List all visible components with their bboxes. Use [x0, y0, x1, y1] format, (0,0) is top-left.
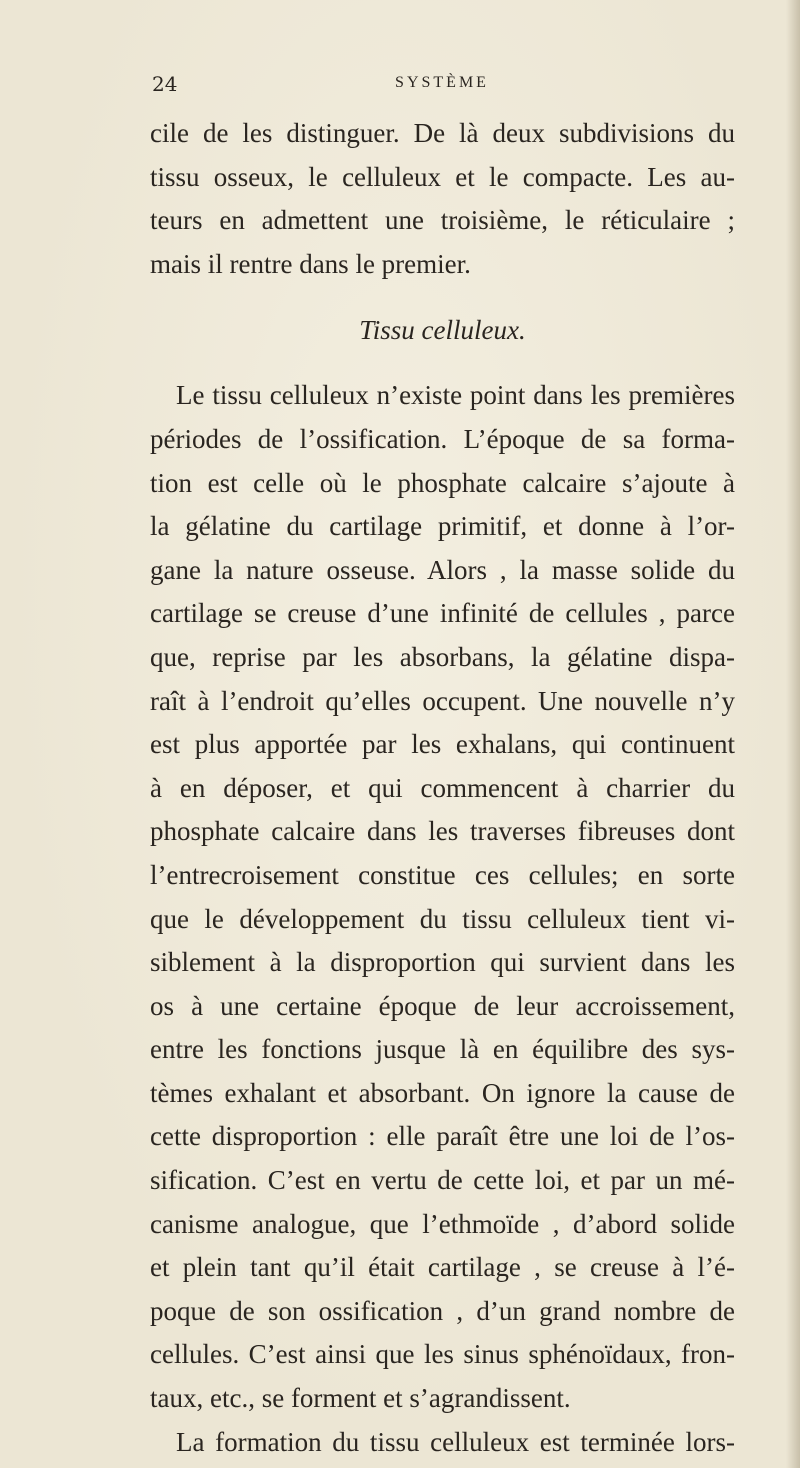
text-line: que, reprise par les absorbans, la gélatine dispa-: [150, 641, 735, 672]
text-line: tèmes exhalant et absorbant. On ignore la cause de: [150, 1077, 735, 1108]
text-line: cette disproportion : elle paraît être une loi de l’os-: [150, 1121, 735, 1152]
text-line: Le tissu celluleux n’existe point dans les premières: [176, 380, 735, 411]
text-line: os à une certaine époque de leur accroissement,: [150, 990, 735, 1021]
running-head: SYSTÈME: [395, 74, 489, 91]
paragraph-3: [150, 1421, 735, 1465]
text-line: poque de son ossification , d’un grand nombre de: [150, 1295, 735, 1326]
text-line: taux, etc., se forment et s’agrandissent.: [150, 1383, 571, 1414]
text-line: raît à l’endroit qu’elles occupent. Une nouvelle n’y: [150, 685, 735, 716]
text-line: cartilage se creuse d’une infinité de cellules , parce: [150, 598, 735, 629]
text-line: l’entrecroisement constitue ces cellules; en sorte: [150, 859, 735, 890]
text-line: gane la nature osseuse. Alors , la masse solide du: [150, 554, 735, 585]
section-title: Tissu celluleux.: [359, 315, 526, 346]
text-line: tion est celle où le phosphate calcaire s’ajoute à: [150, 467, 735, 498]
text-line: siblement à la disproportion qui survient dans les: [150, 947, 735, 978]
text-line: entre les fonctions jusque là en équilibre des sys-: [150, 1034, 735, 1065]
text-line: cile de les distinguer. De là deux subdivisions du: [150, 118, 735, 148]
paragraph-1: [150, 112, 735, 286]
text-line: teurs en admettent une troisième, le réticulaire ;: [150, 205, 735, 236]
page-edge-shadow: [786, 0, 800, 1468]
text-line: et plein tant qu’il était cartilage , se creuse à l’é-: [150, 1252, 735, 1283]
text-line: périodes de l’ossification. L’époque de sa forma-: [150, 423, 735, 454]
text-line: est plus apportée par les exhalans, qui continuent: [150, 729, 735, 760]
text-line: à en déposer, et qui commencent à charrier du: [150, 772, 735, 803]
page-header: [152, 72, 732, 102]
text-line: tissu osseux, le celluleux et le compacte. Les au-: [150, 161, 735, 192]
text-line: cellules. C’est ainsi que les sinus sphénoïdaux, fron-: [150, 1339, 735, 1370]
text-line: que le développement du tissu celluleux tient vi-: [150, 903, 735, 934]
paragraph-2: [150, 374, 735, 1420]
text-line: mais il rentre dans le premier.: [150, 248, 471, 279]
text-line: canisme analogue, que l’ethmoïde , d’abord solide: [150, 1208, 735, 1239]
page-number: 24: [152, 72, 178, 96]
text-line: La formation du tissu celluleux est terminée lors-: [176, 1426, 735, 1457]
text-line: la gélatine du cartilage primitif, et donne à l’or-: [150, 511, 735, 542]
body-text: [150, 112, 735, 1464]
text-line: phosphate calcaire dans les traverses fibreuses dont: [150, 816, 735, 847]
text-line: sification. C’est en vertu de cette loi, et par un mé-: [150, 1165, 735, 1196]
